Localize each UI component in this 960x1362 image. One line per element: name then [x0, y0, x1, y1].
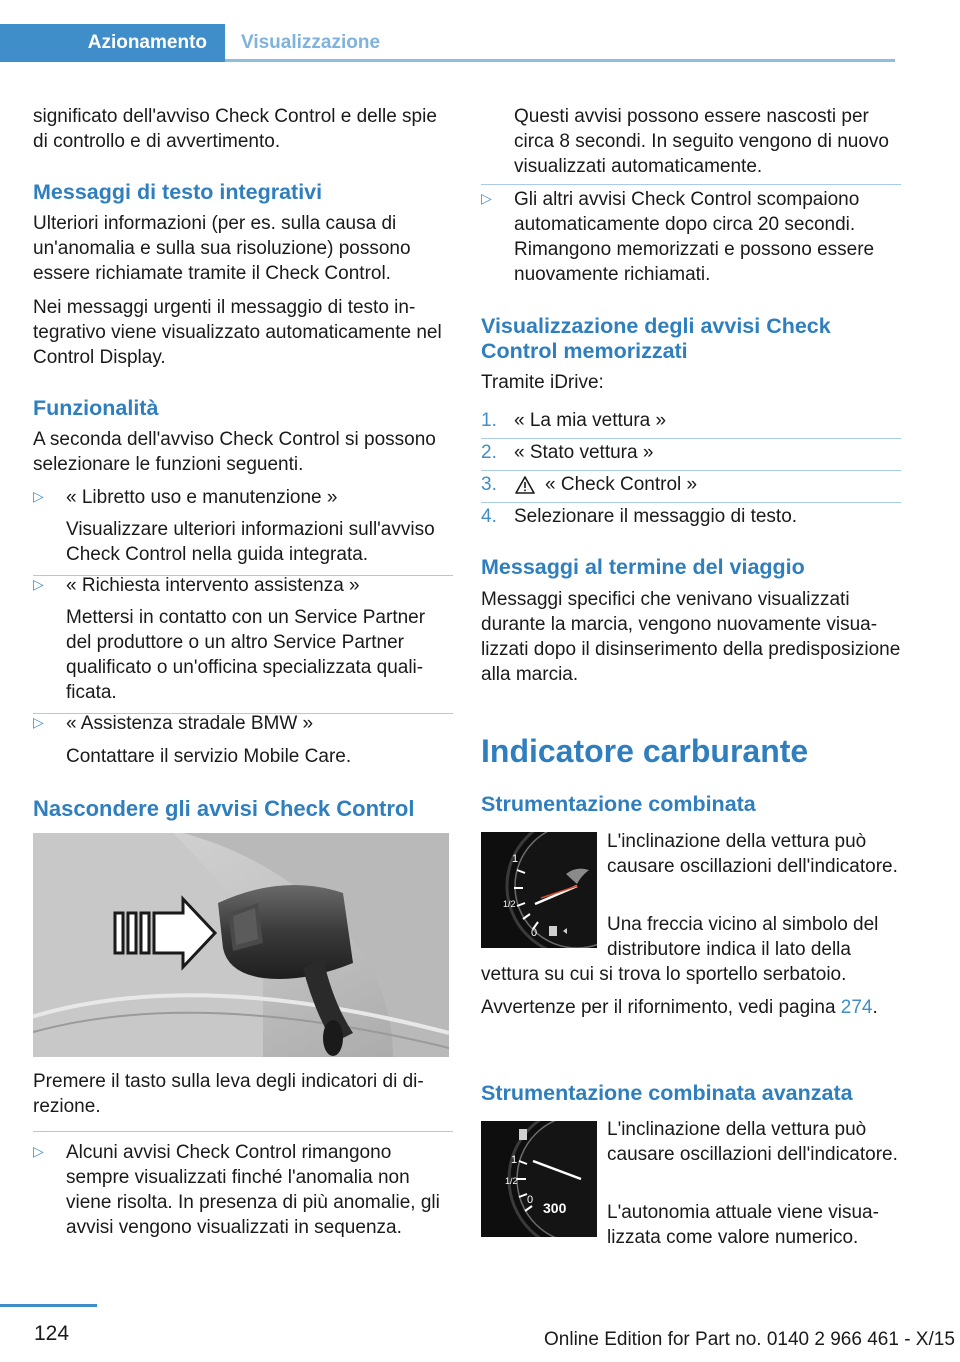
- edition-footer: Online Edition for Part no. 0140 2 966 461 - X/15: [544, 1329, 955, 1350]
- end-of-trip-paragraph: Messaggi specifici che venivano visualizzati durante la marcia, vengono nuovamente visualizzati dopo il disinserimento della predisposizione alla marcia.: [481, 589, 901, 685]
- bullet-triangle-icon: ▷: [33, 714, 44, 730]
- advanced-paragraph-1: L'inclinazione della vettura può causare oscillazioni dell'indicatore.: [607, 1119, 898, 1165]
- gauge-label: 0: [531, 927, 538, 939]
- gauge-label: 0: [527, 1194, 534, 1206]
- warning-triangle-icon: [515, 476, 535, 494]
- intro-paragraph: significato dell'avviso Check Control e delle spie di controllo e di avvertimento.: [33, 106, 437, 152]
- step-number: 2.: [481, 442, 497, 463]
- fuel-gauge-image: [481, 832, 597, 948]
- page-link-274[interactable]: 274: [840, 997, 873, 1018]
- gauge-label: 1: [512, 853, 519, 865]
- heading-stored-check-control: Visualizzazione degli avvisi Check Control memorizzati: [481, 314, 831, 363]
- supplementary-paragraph-2: Nei messaggi urgenti il messaggio di testo integrativo viene visualizzato automaticamente nel Control Display.: [33, 297, 442, 368]
- tab-azionamento[interactable]: Azionamento: [0, 24, 225, 62]
- other-bullet-text: Gli altri avvisi Check Control scompaiono automaticamente dopo circa 20 secondi. Rimangono memorizzati e possono essere nuovamente richiamati.: [514, 189, 875, 285]
- gauge-label: 1/2: [503, 899, 516, 909]
- gauge-label: 1: [511, 1154, 518, 1166]
- bullet-triangle-icon: ▷: [33, 1143, 44, 1159]
- func-item-desc: Visualizzare ulteriori informazioni sull'avviso Check Control nella guida integrata.: [66, 519, 435, 565]
- heading-fuel-gauge: Indicatore carburante: [481, 733, 809, 769]
- divider: [481, 470, 901, 471]
- heading-supplementary-text: Messaggi di testo integrativi: [33, 180, 323, 204]
- range-value: 300: [543, 1200, 567, 1216]
- hide-paragraph: Premere il tasto sulla leva degli indicatori di direzione.: [33, 1071, 424, 1117]
- hide-bullet-continuation: Questi avvisi possono essere nascosti per circa 8 secondi. In seguito vengono di nuovo visualizzati automaticamente.: [514, 106, 889, 177]
- step-text: « Stato vettura »: [514, 442, 654, 463]
- header-rule: [225, 59, 895, 62]
- bullet-triangle-icon: ▷: [33, 488, 44, 504]
- step-number: 4.: [481, 506, 497, 527]
- tab-visualizzazione[interactable]: Visualizzazione: [241, 32, 381, 53]
- bullet-triangle-icon: ▷: [481, 190, 492, 206]
- page-number: 124: [34, 1322, 70, 1345]
- step-text: « Check Control »: [545, 474, 698, 495]
- heading-advanced-instrument-cluster: Strumentazione combinata avanzata: [481, 1081, 853, 1105]
- step-text: Selezionare il messaggio di testo.: [514, 506, 798, 527]
- heading-functions: Funzionalità: [33, 396, 159, 420]
- turn-signal-lever-image: [33, 833, 449, 1057]
- divider: [481, 184, 901, 185]
- advanced-paragraph-2: L'autonomia attuale viene visualizzata come valore numerico.: [607, 1202, 879, 1248]
- gauge-label: 1/2: [505, 1176, 518, 1186]
- refuel-period: .: [872, 997, 878, 1018]
- func-item-title: « Richiesta intervento assistenza »: [66, 575, 360, 596]
- step-text: « La mia vettura »: [514, 410, 667, 431]
- functions-paragraph: A seconda dell'avviso Check Control si possono selezionare le funzioni seguenti.: [33, 429, 436, 475]
- hide-bullet-text: Alcuni avvisi Check Control rimangono sempre visualizzati finché l'anomalia non viene risolta. In presenza di più anomalie, gli avvisi vengono visualizzati in sequenza.: [66, 1142, 440, 1238]
- func-item-desc: Mettersi in contatto con un Service Partner del produttore o un altro Service Partner qualificato o un'officina specializzata qualificata.: [66, 607, 426, 703]
- func-item-title: « Assistenza stradale BMW »: [66, 713, 314, 734]
- bullet-triangle-icon: ▷: [33, 576, 44, 592]
- step-number: 1.: [481, 410, 497, 431]
- step-number: 3.: [481, 474, 497, 495]
- refuel-paragraph: [481, 995, 901, 1020]
- divider: [33, 1131, 453, 1132]
- divider: [481, 438, 901, 439]
- page-number-rule: [0, 1304, 97, 1307]
- instrument-paragraph-2b: vettura su cui si trova lo sportello serbatoio.: [481, 964, 847, 985]
- instrument-paragraph-2a: Una freccia vicino al simbolo del distributore indica il lato della: [607, 914, 879, 960]
- instrument-paragraph-1: L'inclinazione della vettura può causare oscillazioni dell'indicatore.: [607, 831, 898, 877]
- func-item-title: « Libretto uso e manutenzione »: [66, 487, 338, 508]
- refuel-text: Avvertenze per il rifornimento, vedi pagina: [481, 997, 836, 1018]
- idrive-paragraph: Tramite iDrive:: [481, 372, 604, 393]
- fuel-gauge-advanced-image: [481, 1121, 597, 1237]
- divider: [481, 502, 901, 503]
- heading-end-of-trip: Messaggi al termine del viaggio: [481, 555, 805, 579]
- heading-hide-check-control: Nascondere gli avvisi Check Control: [33, 796, 415, 821]
- heading-instrument-cluster: Strumentazione combinata: [481, 792, 756, 816]
- supplementary-paragraph-1: Ulteriori informazioni (per es. sulla causa di un'anomalia e sulla sua risoluzione) possono essere richiamate tramite il Check Control.: [33, 213, 411, 284]
- func-item-desc: Contattare il servizio Mobile Care.: [66, 746, 352, 767]
